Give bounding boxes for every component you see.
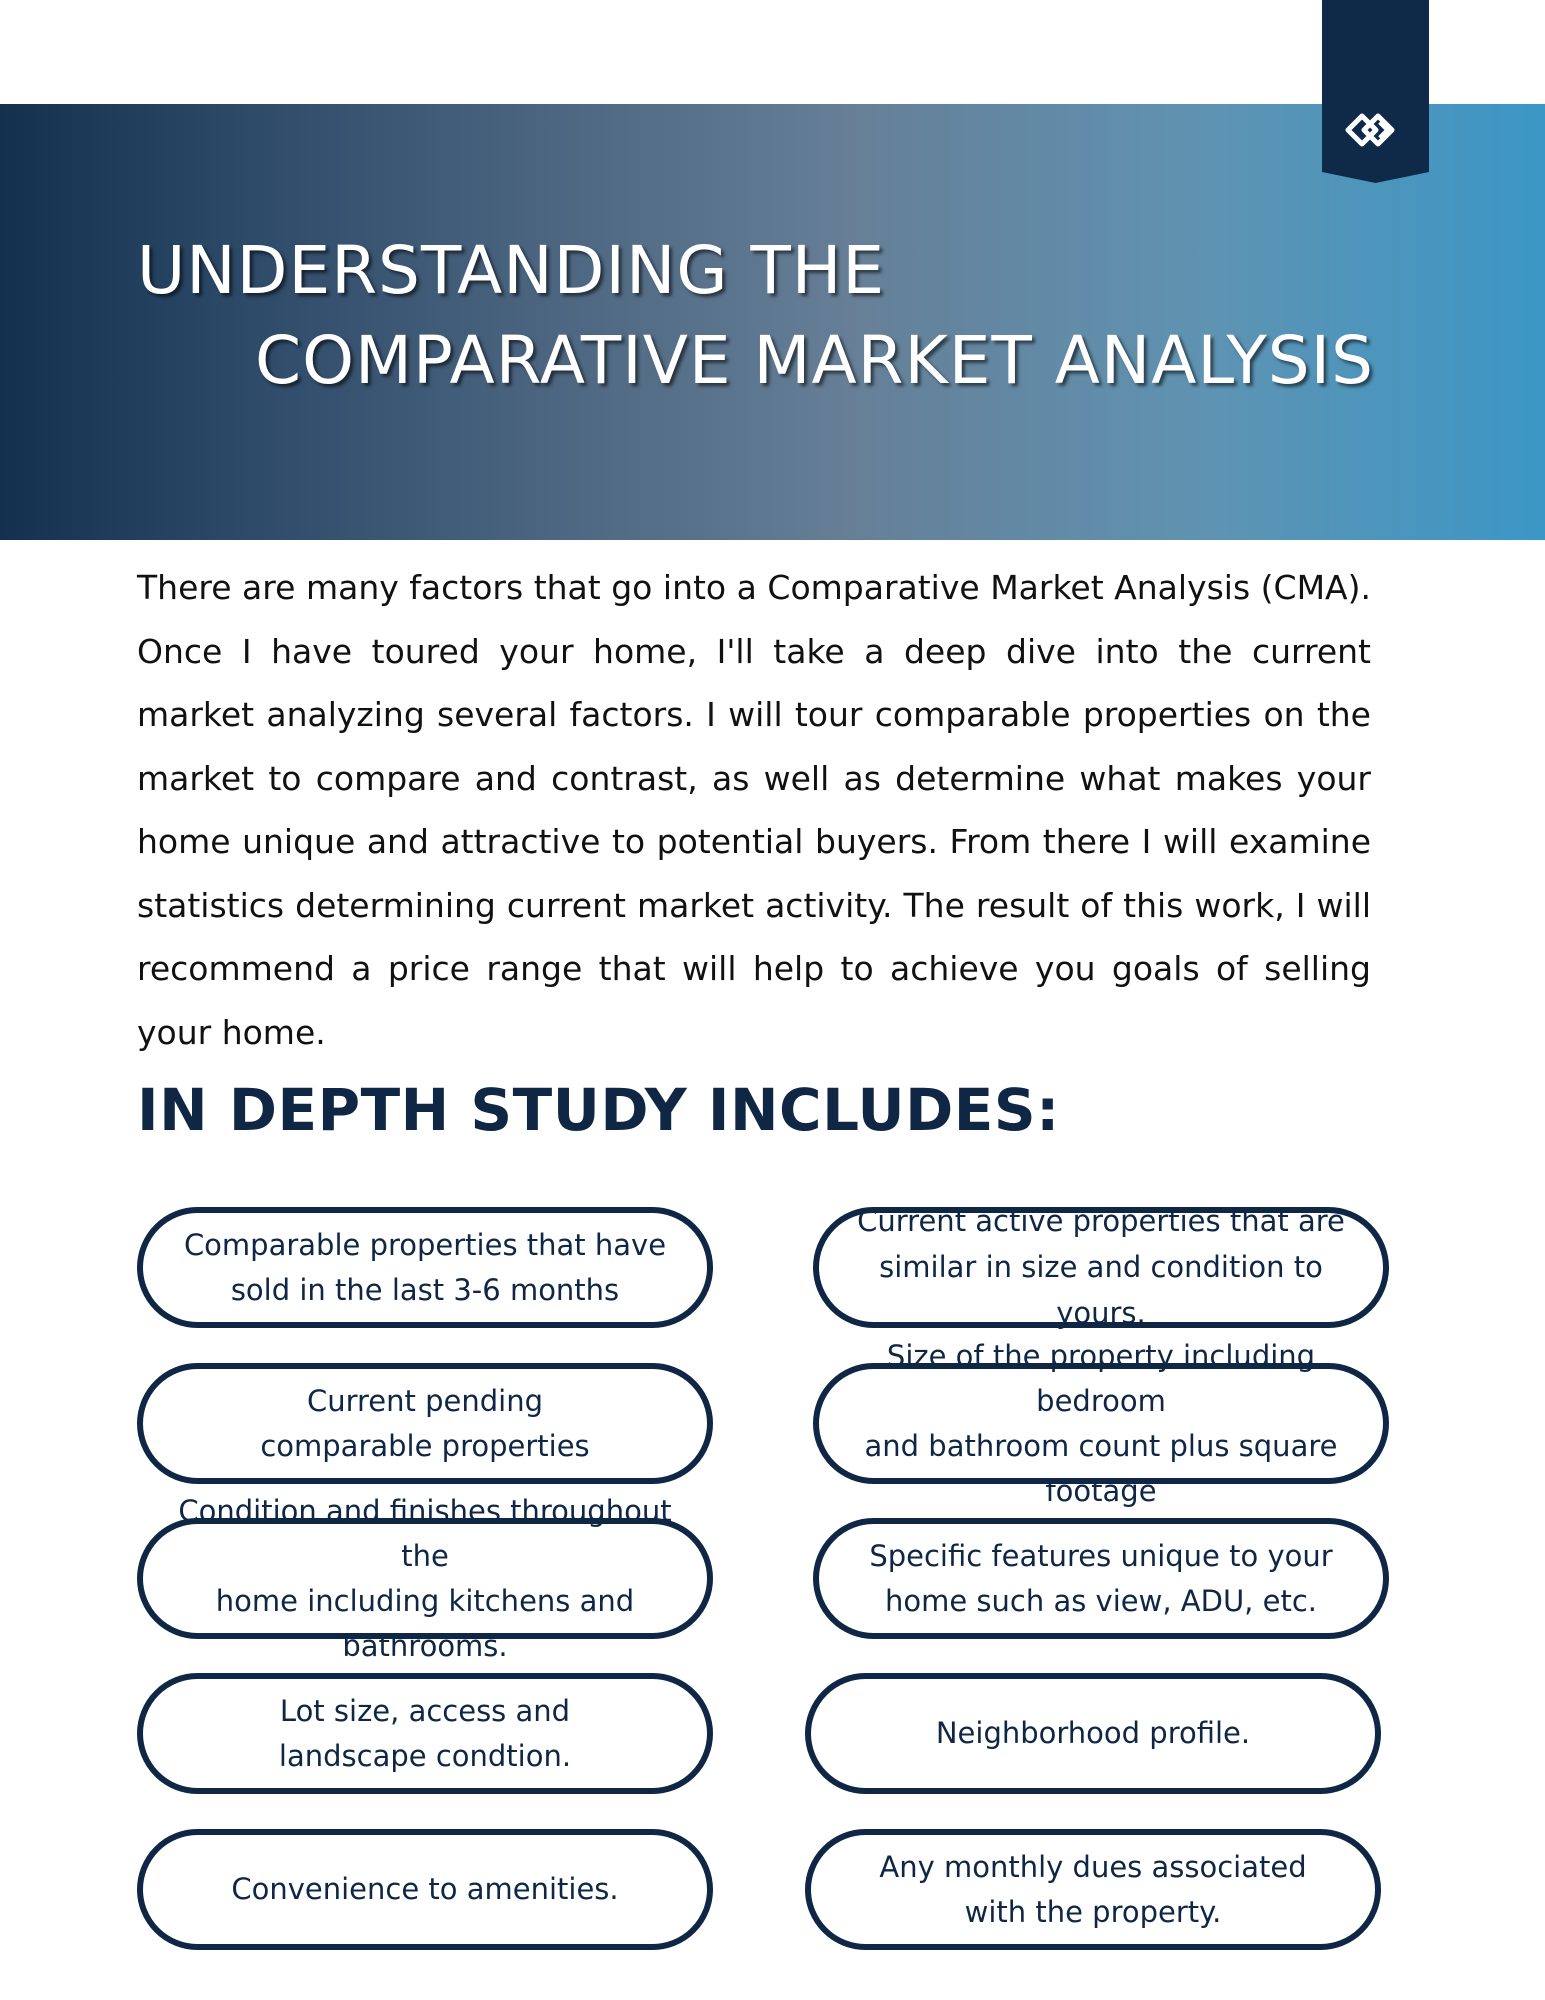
study-item-condition xyxy=(137,1493,713,1663)
study-item-text: Neighborhood profile. xyxy=(935,1716,1251,1750)
study-item-comparable-sold xyxy=(137,1207,713,1328)
study-item-text: Current pending comparable properties xyxy=(260,1383,590,1463)
study-item-amenities xyxy=(137,1829,713,1950)
study-item-lot-size xyxy=(137,1673,713,1794)
section-heading: IN DEPTH STUDY INCLUDES: xyxy=(137,1076,1060,1144)
page-title-line-2: COMPARATIVE MARKET ANALYSIS xyxy=(255,322,1374,399)
windermere-w-icon xyxy=(1344,110,1408,150)
study-item-features xyxy=(813,1518,1389,1639)
study-item-text: Lot size, access and landscape condtion. xyxy=(278,1693,572,1773)
study-item-neighborhood xyxy=(805,1673,1381,1794)
study-item-text: Specific features unique to your home such as view, ADU, etc. xyxy=(869,1538,1333,1618)
study-item-text: Size of the property including bedroom and bathroom count plus square footage xyxy=(864,1338,1338,1508)
study-item-text: Condition and finishes throughout the home including kitchens and bathrooms. xyxy=(178,1493,672,1663)
intro-paragraph: There are many factors that go into a Comparative Market Analysis (CMA). Once I have toured your home, I'll take a deep dive into the current market analyzing several factors. I will tour comparable properties on the market to compare and contrast, as well as determine what makes your home unique and attractive to potential buyers. From there I will examine statistics determining current market activity. The result of this work, I will recommend a price range that will help to achieve you goals of selling your home. xyxy=(137,568,1371,1052)
study-item-active xyxy=(813,1203,1389,1330)
logo-tab xyxy=(1322,0,1429,183)
study-item-text: Comparable properties that have sold in the last 3-6 months xyxy=(183,1227,667,1307)
study-item-text: Convenience to amenities. xyxy=(231,1872,619,1906)
study-item-size xyxy=(813,1338,1389,1508)
study-item-text: Any monthly dues associated with the property. xyxy=(879,1849,1307,1929)
study-item-dues xyxy=(805,1829,1381,1950)
study-item-pending xyxy=(137,1363,713,1484)
study-item-text: Current active properties that are similar in size and condition to yours. xyxy=(857,1203,1345,1330)
page-title-line-1: UNDERSTANDING THE xyxy=(137,232,886,309)
